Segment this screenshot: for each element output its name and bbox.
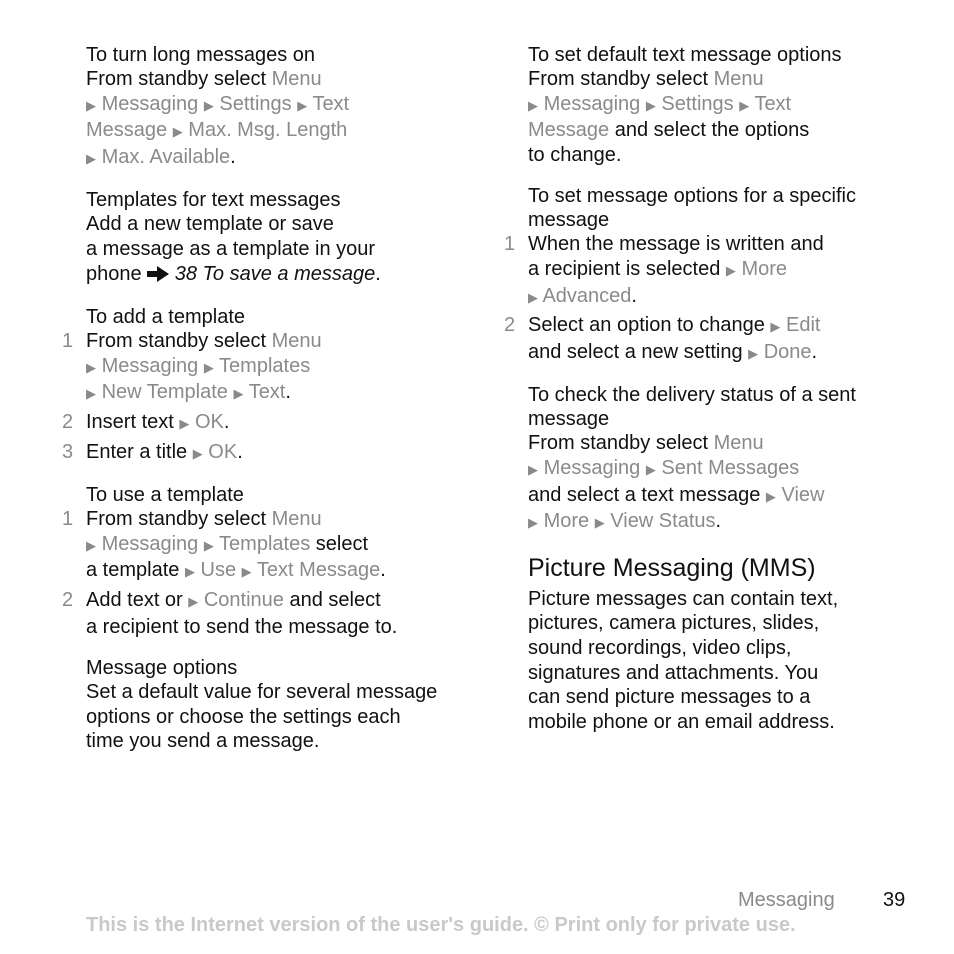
section-add-template: [62, 305, 466, 466]
menu-item-message: Message: [86, 119, 168, 142]
menu-item-more: More: [543, 510, 590, 533]
arrow-icon: ▶: [203, 359, 214, 375]
right-column: [504, 43, 908, 734]
arrow-icon: ▶: [203, 537, 214, 553]
arrow-icon: ▶: [86, 537, 96, 553]
arrow-icon: ▶: [645, 97, 656, 113]
arrow-icon: ▶: [203, 97, 214, 113]
arrow-icon: ▶: [188, 593, 199, 609]
arrow-icon: ▶: [86, 359, 96, 375]
body-text: Set a default value for several message: [86, 681, 438, 704]
step-1: 1 From standby select Menu ▶ Messaging ▶ Templates ▶ New Template ▶ Text.: [62, 330, 322, 404]
arrow-icon: ▶: [184, 564, 195, 580]
arrow-icon: ▶: [179, 415, 190, 431]
body-text: options or choose the settings each: [86, 705, 401, 728]
mms-description: Picture messages can contain text, pictures, camera pictures, slides, sound recordings, video clips, signatures and attachments. You can send picture messages to a mobile phone or an email address.: [528, 587, 839, 733]
step-number: 1: [62, 330, 74, 353]
menu-item-sent-messages: Sent Messages: [661, 456, 800, 479]
section-message-options: [86, 656, 466, 754]
menu-item-text: Text: [754, 92, 792, 115]
arrow-icon: ▶: [594, 515, 605, 531]
page-number: 39: [883, 889, 906, 911]
menu-item-new-template: New Template: [101, 381, 228, 404]
menu-item-menu: Menu: [713, 432, 764, 455]
arrow-icon: ▶: [528, 97, 538, 113]
arrow-icon: ▶: [645, 461, 656, 477]
menu-item-text: Text: [312, 92, 350, 115]
step-1: 1 From standby select Menu ▶ Messaging ▶ Templates select a template ▶ Use ▶ Text Message.: [62, 508, 386, 582]
menu-item-max-length: Max. Msg. Length: [188, 119, 348, 142]
menu-item-text: Text: [248, 381, 286, 404]
section-heading: To turn long messages on: [86, 44, 316, 66]
section-heading: message: [528, 408, 610, 431]
arrow-icon: ▶: [770, 319, 781, 335]
section-heading: To check the delivery status of a sent: [528, 384, 856, 407]
body-text: time you send a message.: [86, 730, 320, 753]
section-templates: Templates for text messages Add a new template or save a message as a template in your phone 38 To save a message.: [86, 188, 466, 288]
menu-item-menu: Menu: [271, 68, 322, 90]
step-2: 2 Insert text ▶ OK.: [62, 410, 230, 433]
step-number: 2: [62, 410, 74, 433]
arrow-icon: ▶: [528, 515, 538, 531]
section-heading: To set message options for a specific: [528, 185, 856, 208]
menu-item-settings: Settings: [219, 92, 292, 115]
menu-item-messaging: Messaging: [543, 456, 641, 479]
arrow-icon: ▶: [172, 124, 183, 140]
step-number: 2: [504, 314, 516, 337]
menu-item-messaging: Messaging: [101, 354, 199, 377]
section-heading: Message options: [86, 657, 238, 680]
page-reference-arrow-icon: [147, 264, 169, 289]
arrow-icon: ▶: [86, 97, 96, 113]
step-number: 2: [62, 588, 74, 611]
menu-item-settings: Settings: [661, 92, 734, 115]
arrow-icon: ▶: [86, 386, 96, 402]
arrow-icon: ▶: [748, 345, 759, 361]
menu-item-ok: OK: [194, 410, 224, 433]
step-3: 3 Enter a title ▶ OK.: [62, 440, 243, 463]
arrow-icon: ▶: [233, 386, 244, 402]
menu-item-text-message: Text Message: [256, 559, 381, 582]
body-text: a message as a template in your: [86, 237, 376, 260]
step-number: 1: [504, 233, 516, 256]
body-text: phone: [86, 262, 142, 285]
arrow-icon: ▶: [725, 262, 736, 278]
menu-item-messaging: Messaging: [101, 532, 199, 555]
section-long-messages: To turn long messages on From standby select Menu ▶ Messaging ▶ Settings ▶ Text Message ▶ Max. Msg. Length ▶ Max. Available.: [86, 43, 466, 171]
arrow-icon: ▶: [241, 564, 252, 580]
arrow-icon: ▶: [528, 461, 538, 477]
menu-item-messaging: Messaging: [543, 92, 641, 115]
step-number: 1: [62, 508, 74, 531]
section-default-options: To set default text message options From standby select Menu ▶ Messaging ▶ Settings ▶ Text Message and select the options to change.: [528, 43, 908, 167]
menu-item-continue: Continue: [203, 588, 284, 611]
menu-item-view: View: [781, 483, 825, 506]
section-heading: message: [528, 209, 610, 232]
left-column: [62, 43, 466, 771]
section-heading: Templates for text messages: [86, 189, 341, 212]
menu-item-edit: Edit: [785, 314, 821, 337]
menu-item-done: Done: [763, 340, 812, 363]
menu-item-menu: Menu: [713, 68, 764, 90]
menu-item-advanced: Advanced: [542, 284, 632, 307]
body-text: Add a new template or save: [86, 213, 334, 236]
footer-disclaimer: This is the Internet version of the user's guide. © Print only for private use.: [86, 914, 796, 936]
arrow-icon: ▶: [297, 97, 308, 113]
section-delivery-status: To check the delivery status of a sent message From standby select Menu ▶ Messaging ▶ Sent Messages and select a text message ▶ View ▶ More ▶ View Status.: [528, 383, 908, 535]
chapter-heading: Picture Messaging (MMS): [528, 553, 816, 582]
menu-item-max-available: Max. Available: [101, 145, 231, 168]
section-heading: To set default text message options: [528, 44, 842, 66]
body-text: From standby select: [86, 68, 267, 90]
menu-item-templates: Templates: [219, 354, 311, 377]
section-heading: To add a template: [86, 306, 245, 329]
arrow-icon: ▶: [192, 445, 203, 461]
menu-item-templates: Templates: [219, 532, 311, 555]
menu-item-menu: Menu: [271, 508, 322, 531]
step-1: 1 When the message is written and a recipient is selected ▶ More ▶ Advanced.: [504, 233, 824, 307]
section-heading: To use a template: [86, 484, 244, 507]
step-number: 3: [62, 440, 74, 463]
section-specific-message-options: [504, 184, 908, 366]
menu-item-messaging: Messaging: [101, 92, 199, 115]
footer-section-name: Messaging: [738, 889, 835, 911]
cross-reference-link[interactable]: 38 To save a message: [174, 262, 376, 285]
menu-item-use: Use: [200, 559, 237, 582]
menu-item-message: Message: [528, 119, 610, 142]
arrow-icon: ▶: [86, 150, 96, 166]
menu-item-more: More: [741, 257, 788, 280]
step-2: 2 Select an option to change ▶ Edit and select a new setting ▶ Done.: [504, 314, 821, 363]
arrow-icon: ▶: [739, 97, 750, 113]
section-use-template: [62, 483, 466, 639]
arrow-icon: ▶: [765, 488, 776, 504]
menu-item-view-status: View Status: [610, 510, 716, 533]
step-2: 2 Add text or ▶ Continue and select a recipient to send the message to.: [62, 588, 398, 638]
menu-item-ok: OK: [208, 440, 238, 463]
menu-item-menu: Menu: [271, 330, 322, 353]
arrow-icon: ▶: [528, 289, 538, 305]
